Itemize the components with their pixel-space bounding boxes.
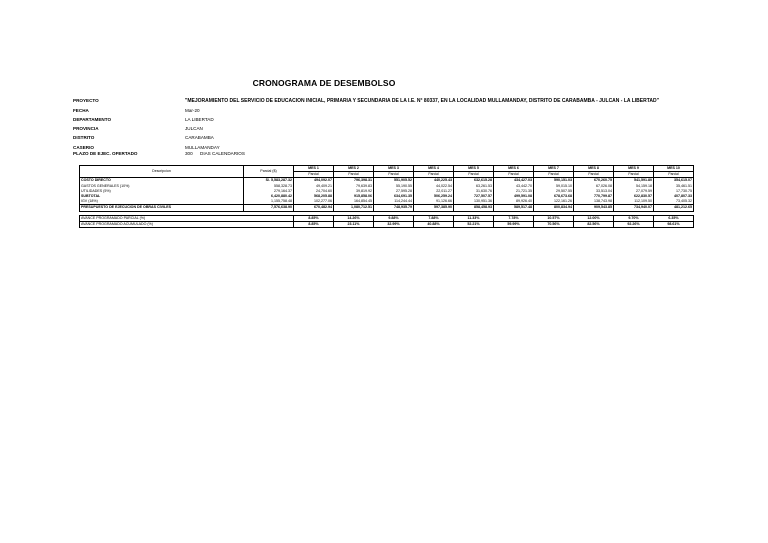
avance-percent: 9.88% [374,215,414,221]
header-month-parcial: Parcial [654,172,694,178]
cell-month-value: 590,151.03 [534,178,574,184]
cell-month-value: 130,951.36 [454,199,494,205]
header-month-parcial: Parcial [334,172,374,178]
row-parcial: 558,328.73 [244,184,294,189]
info-value: 300 [185,151,193,156]
cell-month-value: 499,591.08 [494,194,534,199]
avance-percent: 12.00% [574,215,614,221]
header-month-parcial: Parcial [574,172,614,178]
row-parcial: 1,155,758.48 [244,199,294,205]
info-label: PROYECTO [73,98,99,103]
avance-percent: 40.88% [414,221,454,227]
row-description: UTILIDADES (5%) [80,189,244,194]
row-description: GASTOS GENERALES (10%) [80,184,244,189]
avance-percent: 8.85% [294,221,334,227]
cell-month-value: 114,244.44 [374,199,414,205]
cell-month-value: 17,730.75 [654,189,694,194]
info-label: DISTRITO [73,135,95,140]
cell-month-value: 67,026.08 [574,184,614,189]
info-value: LA LIBERTAD [185,117,214,122]
cell-month-value: 434,427.03 [494,178,534,184]
cell-month-value: 43,442.70 [494,184,534,189]
header-month: MES 9 [614,166,654,172]
cell-month-value: 727,507.57 [454,194,494,199]
header-description: Descripcion [80,166,244,178]
avance-percent: 23.11% [334,221,374,227]
header-month-parcial: Parcial [494,172,534,178]
header-month: MES 1 [294,166,334,172]
cell-month-value: 27,079.59 [614,189,654,194]
avance-percent: 7.78% [494,215,534,221]
cell-month-value: 481,212.65 [654,205,694,211]
cell-month-value: 734,940.07 [614,205,654,211]
avance-percent: 7.88% [414,215,454,221]
cell-month-value: 59,015.10 [534,184,574,189]
cell-month-value: 796,398.31 [334,178,374,184]
info-value: Mar-20 [185,108,200,113]
cell-month-value: 44,022.54 [414,184,454,189]
cell-month-value: 568,205.88 [294,194,334,199]
header-parcial: Parcial ($) [244,166,294,178]
info-label: DEPARTAMENTO [73,117,112,122]
cell-month-value: 407,807.33 [654,194,694,199]
cell-month-value: 89,926.40 [494,199,534,205]
cell-month-value: 1,080,712.51 [334,205,374,211]
header-month-parcial: Parcial [294,172,334,178]
cell-month-value: 24,704.60 [294,189,334,194]
cell-month-value: 79,639.83 [334,184,374,189]
info-label: PLAZO DE EJEC. OFERTADO [73,151,138,156]
cell-month-value: 634,691.35 [374,194,414,199]
row-parcial: 6,420,880.42 [244,194,294,199]
info-value: JULCAN [185,126,203,131]
cell-month-value: 21,721.35 [494,189,534,194]
avance-percent: 14.26% [334,215,374,221]
avance-percent: 59.99% [494,221,534,227]
cell-month-value: 22,011.27 [414,189,454,194]
cell-month-value: 597,385.90 [414,205,454,211]
row-description: IGV (18%) [80,199,244,205]
cell-month-value: 35,461.51 [654,184,694,189]
row-description: COSTO DIRECTO [80,178,244,184]
info-label: CASERIO [73,145,94,150]
header-month-parcial: Parcial [534,172,574,178]
avance-percent: 92.26% [614,221,654,227]
cell-month-value: 770,799.87 [574,194,614,199]
cell-month-value: 909,543.85 [574,205,614,211]
cell-month-value: 440,225.43 [414,178,454,184]
info-value: MULLAMANDAY [185,145,220,150]
cell-month-value: 632,615.28 [454,178,494,184]
avance-percent: 32.99% [374,221,414,227]
cell-month-value: 589,517.48 [494,205,534,211]
cell-month-value: 63,261.53 [454,184,494,189]
cell-month-value: 494,092.07 [294,178,334,184]
cell-month-value: 800,834.94 [534,205,574,211]
cell-month-value: 91,126.66 [414,199,454,205]
avance-description: AVANCE PROGRAMADO PARCIAL (%) [80,215,294,221]
cell-month-value: 122,161.26 [534,199,574,205]
header-month: MES 7 [534,166,574,172]
cell-month-value: 112,109.50 [614,199,654,205]
header-month-parcial: Parcial [374,172,414,178]
cell-month-value: 858,458.93 [454,205,494,211]
avance-percent: 9.70% [614,215,654,221]
avance-percent: 11.33% [454,215,494,221]
cell-month-value: 55,190.55 [374,184,414,189]
header-month: MES 5 [454,166,494,172]
row-description: SUBTOTAL [80,194,244,199]
avance-row [80,221,694,227]
avance-percent: 52.21% [454,221,494,227]
cell-month-value: 678,673.68 [534,194,574,199]
avance-percent: 82.56% [574,221,614,227]
cell-month-value: 31,630.76 [454,189,494,194]
header-month: MES 10 [654,166,694,172]
avance-percent: 70.56% [534,221,574,227]
info-value: "MEJORAMIENTO DEL SERVICIO DE EDUCACION INICIAL, PRIMARIA Y SECUNDARIA DE LA I.E. N° 80337, EN LA LOCALIDAD MULLAMANDAY, DISTRITO DE CARABAMBA - JULCAN - LA LIBERTAD" [185,98,659,104]
header-month: MES 3 [374,166,414,172]
info-label: PROVINCIA [73,126,99,131]
row-description: PRESUPUESTO DE EJECUCION DE OBRAS CIVILES [80,205,244,211]
cell-month-value: 506,259.24 [414,194,454,199]
document-title: CRONOGRAMA DE DESEMBOLSO [252,78,396,88]
info-value: CARABAMBA [185,135,214,140]
cell-month-value: 102,277.06 [294,199,334,205]
row-parcial: S/. 5,583,287.32 [244,178,294,184]
info-extra: DIAS CALENDARIOS [200,151,245,156]
cell-month-value: 33,513.04 [574,189,614,194]
cell-month-value: 39,819.92 [334,189,374,194]
cell-month-value: 54,159.18 [614,184,654,189]
cell-month-value: 622,830.57 [614,194,654,199]
row-parcial: 7,576,638.90 [244,205,294,211]
avance-percent: 10.57% [534,215,574,221]
cell-month-value: 748,935.79 [374,205,414,211]
cell-month-value: 551,905.52 [374,178,414,184]
cell-month-value: 670,260.75 [574,178,614,184]
disbursement-table [79,165,694,228]
cell-month-value: 915,858.06 [334,194,374,199]
avance-percent: 6.35% [654,215,694,221]
cell-month-value: 670,482.94 [294,205,334,211]
cell-month-value: 541,591.80 [614,178,654,184]
cell-month-value: 29,507.55 [534,189,574,194]
cell-month-value: 49,409.21 [294,184,334,189]
cell-month-value: 73,405.32 [654,199,694,205]
avance-description: AVANCE PROGRAMADO ACUMULADO (%) [80,221,294,227]
cell-month-value: 27,595.28 [374,189,414,194]
info-label: FECHA [73,108,89,113]
header-month: MES 2 [334,166,374,172]
header-month: MES 6 [494,166,534,172]
header-month: MES 4 [414,166,454,172]
header-month-parcial: Parcial [414,172,454,178]
cell-month-value: 138,743.98 [574,199,614,205]
row-parcial: 279,164.37 [244,189,294,194]
header-month-parcial: Parcial [454,172,494,178]
header-month-parcial: Parcial [614,172,654,178]
header-month: MES 8 [574,166,614,172]
cell-month-value: 354,615.07 [654,178,694,184]
avance-percent: 8.85% [294,215,334,221]
cell-month-value: 164,854.45 [334,199,374,205]
avance-percent: 98.61% [654,221,694,227]
